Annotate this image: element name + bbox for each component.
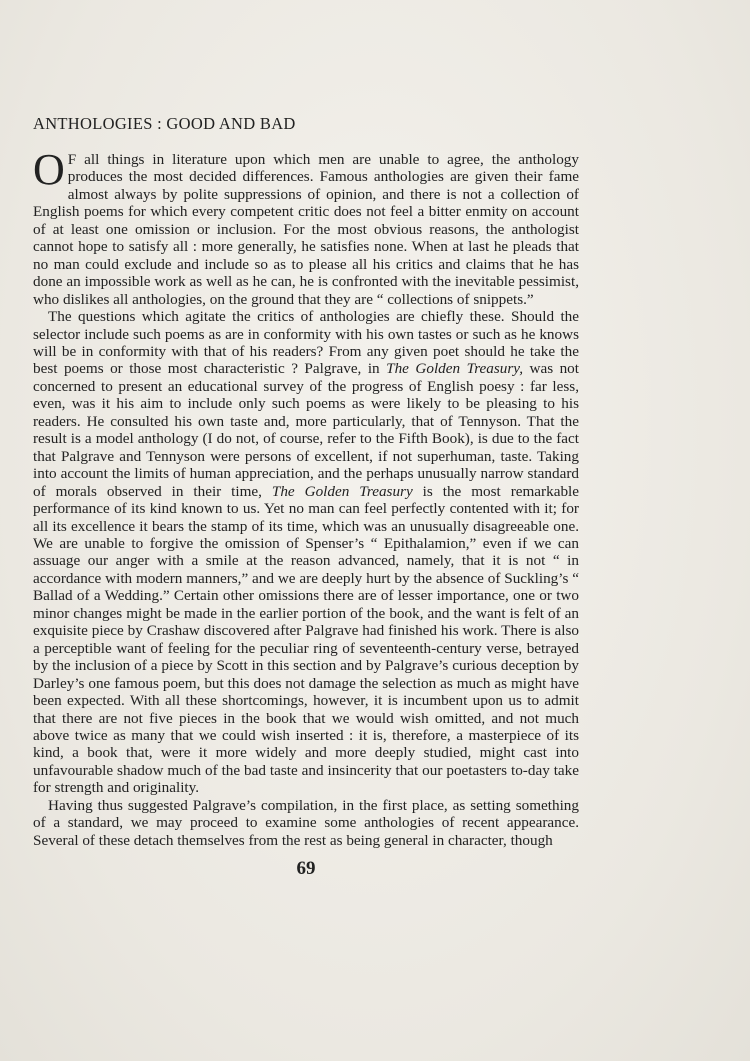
paragraph-3	[33, 797, 579, 849]
paragraph-2-text-c: is the most remarkable performance of its kind known to us. Yet no man can feel perfectly contented with it; for all its excellence it bears the stamp of its time, which was an unusually disagreeable one. We are unable to forgive the omission of Spenser’s “ Epithalamion,” even if we can assuage our anger with a smile at the reason advanced, namely, that it is not “ in accordance with modern manners,” and we are deeply hurt by the absence of Suckling’s “ Ballad of a Wedding.” Certain other omissions there are of lesser importance, one or two minor changes might be made in the earlier portion of the book, and the want is felt of an exquisite piece by Crashaw discovered after Palgrave had finished his work. There is also a perceptible want of feeling for the peculiar ring of seventeenth-century verse, betrayed by the inclusion of a piece by Scott in this section and by Palgrave’s curious deception by Darley’s one famous poem, but this does not damage the selection as much as might have been expected. With all these shortcomings, however, it is incumbent upon us to admit that there are not five pieces in the book that we would wish omitted, and not much above twice as many that we could wish inserted : it is, therefore, a masterpiece of its kind, a book that, were it more widely and more deeply studied, might cast into unfavourable shadow much of the bad taste and insincerity that our poetasters to-day take for strength and originality.	[33, 482, 579, 797]
paragraph-2-text-b: was not concerned to present an educational survey of the progress of English poesy : far less, even, was it his aim to include only such poems as were likely to be pleasing to his readers. He consulted his own taste and, more particularly, that of Tennyson. That the result is a model anthology (I do not, of course, refer to the Fifth Book), is due to the fact that Palgrave and Tennyson were persons of excellent, if not superhuman, taste. Taking into account the limits of human appreciation, and the perhaps unusually narrow standard of morals observed in their time,	[33, 360, 579, 500]
paragraph-1-text: F all things in literature upon which men are unable to agree, the anthology produces the most decided differences. Famous anthologies are given their fame almost always by polite suppressions of opinion, and there is not a collection of English poems for which every competent critic does not feel a bitter enmity on account of at least one omission or inclusion. For the most obvious reasons, the anthologist cannot hope to satisfy all : more generally, he satisfies none. When at last he pleads that no man could exclude and include so as to please all his critics and claims that he has done an impossible work as well as he can, he is confronted with the inevitable pessimist, who dislikes all anthologies, on the ground that they are “ collections of snippets.”	[33, 151, 579, 308]
book-title-golden-treasury: The Golden Treasury,	[386, 360, 523, 378]
book-title-golden-treasury-2: The Golden Treasury	[271, 482, 413, 500]
paragraph-2-text-a: The questions which agitate the critics of anthologies are chiefly these. Should the selector include such poems as are in conformity with his own tastes or such as he knows will be in conformity with that of his readers? From any given poet should he take the best poems or those most characteristic ? Palgrave, in	[33, 308, 579, 378]
running-title: ANTHOLOGIES : GOOD AND BAD	[33, 114, 296, 133]
paragraph-2	[33, 308, 579, 797]
page-number: 69	[296, 858, 316, 879]
text-column	[33, 114, 579, 849]
drop-cap: O	[33, 145, 65, 194]
paragraph-1	[33, 145, 579, 308]
paragraph-3-text: Having thus suggested Palgrave’s compilation, in the first place, as setting something of a standard, we may proceed to examine some anthologies of recent appearance. Several of these detach themselves from the rest as being general in character, though	[33, 796, 579, 849]
